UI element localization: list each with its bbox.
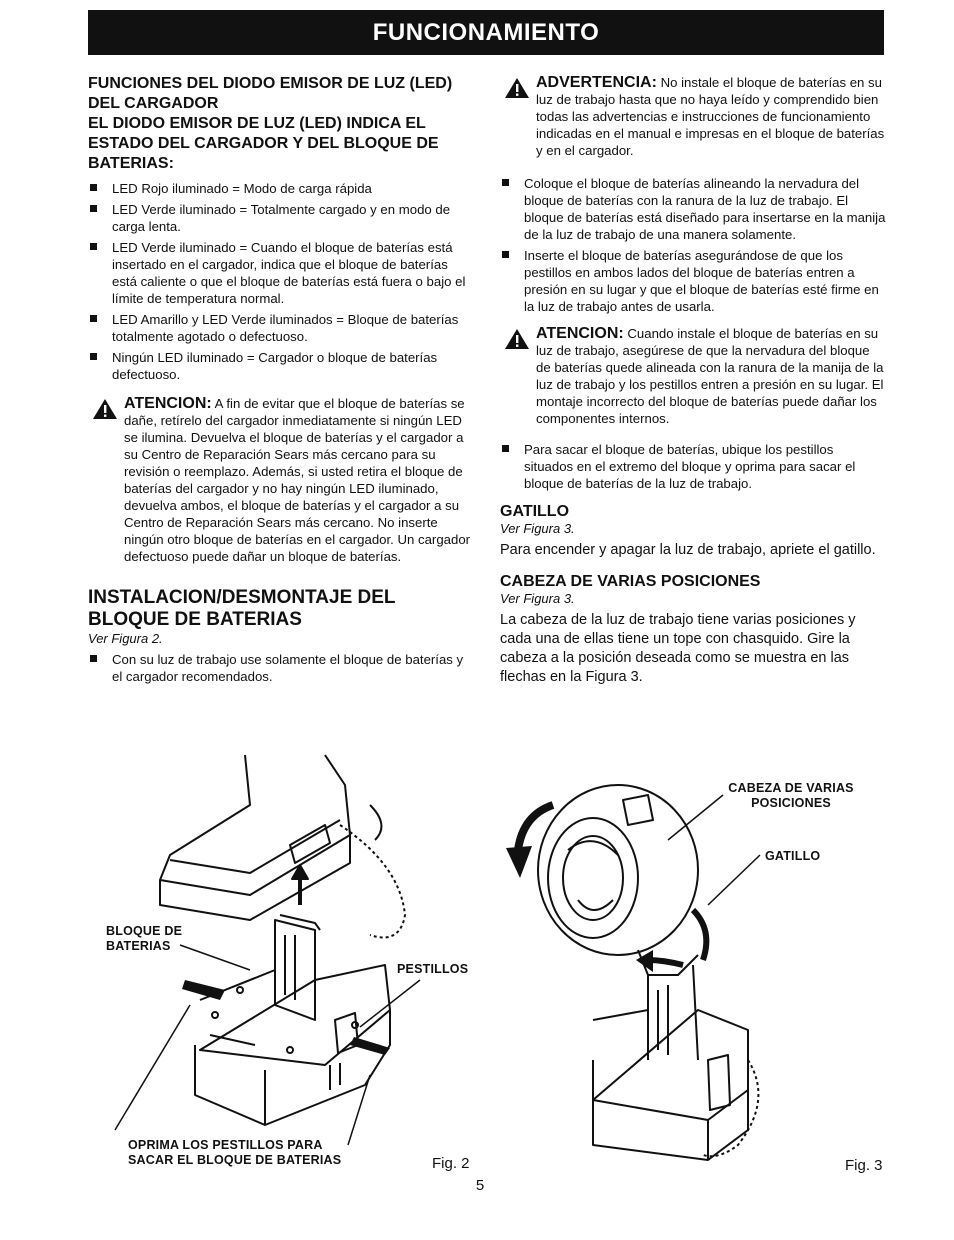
fig2-label-latches: PESTILLOS	[397, 962, 469, 976]
led-functions-subtitle: EL DIODO EMISOR DE LUZ (LED) INDICA EL ESTADO DEL CARGADOR Y DEL BLOQUE DE BATERIAS:	[88, 115, 439, 172]
remove-step-item: Para sacar el bloque de baterías, ubique los pestillos situados en el extremo del bloque y oprima para sacar el bloque de baterías de la luz de trabajo.	[500, 441, 886, 492]
figure-3-worklight-illustration	[498, 760, 778, 1170]
head-text: La cabeza de la luz de trabajo tiene varias posiciones y cada una de ellas tiene un tope con chasquido. Gire la cabeza a la posición deseada como se muestra en las flechas en la Figura 3.	[500, 612, 856, 685]
warning-triangle-icon	[504, 77, 530, 99]
led-status-item: LED Verde iluminado = Totalmente cargado y en modo de carga lenta.	[88, 201, 472, 235]
fig3-label-trigger: GATILLO	[765, 849, 821, 863]
fig2-label-press-latches: OPRIMA LOS PESTILLOS PARA SACAR EL BLOQUE DE BATERIAS	[128, 1138, 342, 1167]
install-list	[88, 651, 472, 685]
section-header: FUNCIONAMIENTO	[88, 10, 884, 55]
right-column	[500, 74, 886, 687]
warning-install-label: ADVERTENCIA:	[536, 74, 657, 91]
warning-alignment	[500, 325, 886, 427]
warning-led	[88, 395, 472, 565]
worklight-drawing	[498, 760, 778, 1170]
led-status-item: Ningún LED iluminado = Cargador o bloque de baterías defectuoso.	[88, 349, 472, 383]
led-status-item: LED Rojo iluminado = Modo de carga rápida	[88, 180, 472, 197]
install-figure-reference: Ver Figura 2.	[88, 631, 163, 646]
fig2-label-battery: BLOQUE DE BATERIAS	[106, 924, 183, 953]
trigger-section-title: GATILLO	[500, 503, 570, 520]
warning-install	[500, 74, 886, 159]
install-item: Con su luz de trabajo use solamente el bloque de baterías y el cargador recomendados.	[88, 651, 472, 685]
warning-led-label: ATENCION:	[124, 395, 212, 412]
install-section-title: INSTALACION/DESMONTAJE DEL BLOQUE DE BATERIAS	[88, 587, 396, 630]
trigger-figure-reference: Ver Figura 3.	[500, 521, 575, 536]
install-step-item: Inserte el bloque de baterías asegurándose de que los pestillos en ambos lados del bloque de baterías entren a presión en su lugar y que el bloque de baterías esté firme en la luz de trabajo antes de usarla.	[500, 247, 886, 315]
warning-alignment-label: ATENCION:	[536, 325, 624, 342]
battery-pack-drawing	[100, 745, 480, 1175]
head-figure-reference: Ver Figura 3.	[500, 591, 575, 606]
install-steps-list	[500, 175, 886, 315]
left-column	[88, 74, 472, 689]
fig3-number: Fig. 3	[845, 1157, 883, 1174]
install-step-item: Coloque el bloque de baterías alineando la nervadura del bloque de baterías con la ranura de la luz de trabajo. El bloque de baterías está diseñado para insertarse en la manija de la luz de trabajo de una manera solamente.	[500, 175, 886, 243]
page-number: 5	[475, 1177, 485, 1194]
trigger-text: Para encender y apagar la luz de trabajo, apriete el gatillo.	[500, 542, 876, 558]
fig3-label-multi-position-head: CABEZA DE VARIAS POSICIONES	[728, 781, 854, 810]
remove-steps-list	[500, 441, 886, 492]
warning-install-text: No instale el bloque de baterías en su luz de trabajo hasta que no haya leído y comprendido bien todas las advertencias e instrucciones de funcionamiento indicadas en el manual e impresas en el bloque de baterías y en el cargador.	[536, 75, 885, 158]
warning-triangle-icon	[504, 328, 530, 350]
warning-led-text: A fin de evitar que el bloque de baterías se dañe, retírelo del cargador inmediatamente si ningún LED se ilumina. Devuelva el bloque de baterías y el cargador a su Centro de Reparación Sears más cercano para su revisión o reemplazo. Además, si usted retira el bloque de baterías del cargador y no hay ningún LED iluminado, devuelva ambos, el bloque de baterías y el cargador a su Centro de Reparación Sears más cercano. No inserte ningún otro bloque de baterías en el cargador. Un cargador defectuoso puede dañar un bloque de baterías.	[124, 396, 471, 564]
led-status-item: LED Amarillo y LED Verde iluminados = Bloque de baterías totalmente agotado o defectuoso.	[88, 311, 472, 345]
warning-alignment-text: Cuando instale el bloque de baterías en su luz de trabajo, asegúrese de que la nervadura del bloque de baterías quede alineada con la ranura de la manija de la luz de trabajo y los pestillos entren a presión en su lugar. El montaje incorrecto del bloque de baterías puede dañar los componentes internos.	[536, 326, 884, 426]
led-status-item: LED Verde iluminado = Cuando el bloque de baterías está insertado en el cargador, indica que el bloque de baterías está caliente o que el bloque de baterías está fuera o bajo el límite de temperatura normal.	[88, 239, 472, 307]
warning-triangle-icon	[92, 398, 118, 420]
fig2-number: Fig. 2	[432, 1155, 470, 1172]
head-section-title: CABEZA DE VARIAS POSICIONES	[500, 573, 761, 590]
led-functions-title: FUNCIONES DEL DIODO EMISOR DE LUZ (LED) DEL CARGADOR	[88, 75, 453, 112]
figure-2-battery-illustration	[100, 745, 480, 1175]
led-status-list	[88, 180, 472, 383]
